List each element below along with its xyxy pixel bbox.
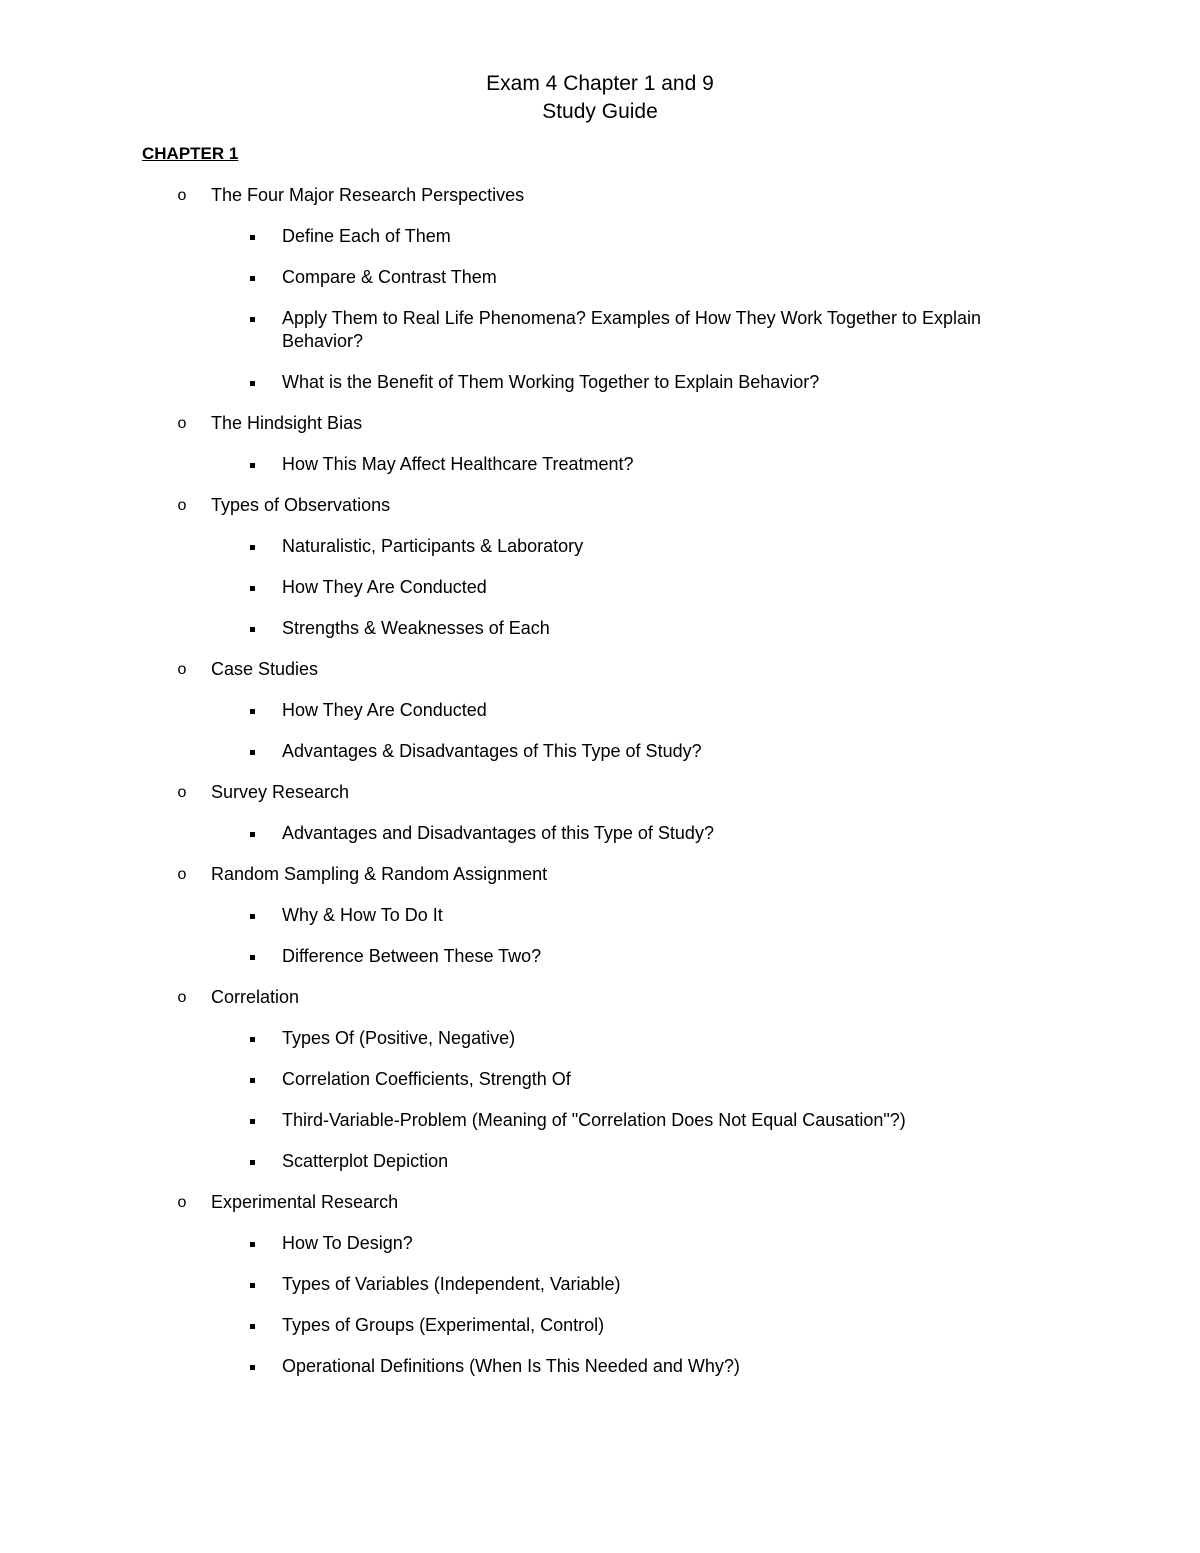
topic-label: Case Studies [211,659,319,679]
outline-topic [172,986,1060,1009]
subtopic-label: How They Are Conducted [282,700,487,720]
outline-subtopic [243,1150,1060,1173]
subtopic-label: Difference Between These Two? [282,946,542,966]
hollow-circle-bullet-icon: o [177,866,187,883]
hollow-circle-bullet-icon: o [177,989,187,1006]
outline-topic [172,658,1060,681]
document-subtitle: Study Guide [542,100,658,123]
subtopic-label: How They Are Conducted [282,577,487,597]
outline-topic [172,863,1060,886]
subtopic-label: Why & How To Do It [282,905,443,925]
topic-label: The Hindsight Bias [211,413,363,433]
outline-subtopic [243,904,1060,927]
outline-subtopic [243,945,1060,968]
outline-subtopic [243,699,1060,722]
hollow-circle-bullet-icon: o [177,415,187,432]
outline-subtopic [243,1314,1060,1337]
topic-label: Survey Research [211,782,350,802]
outline-subtopic [243,1027,1060,1050]
outline-topic [172,494,1060,517]
subtopic-label: Scatterplot Depiction [282,1151,449,1171]
subtopic-label: Advantages and Disadvantages of this Type of Study? [282,823,714,843]
outline-topic [172,781,1060,804]
hollow-circle-bullet-icon: o [177,661,187,678]
topic-label: Random Sampling & Random Assignment [211,864,548,884]
outline-subtopic [243,225,1060,248]
subtopic-label: Types Of (Positive, Negative) [282,1028,516,1048]
chapter-heading: CHAPTER 1 [142,144,239,163]
subtopic-label: How To Design? [282,1233,413,1253]
hollow-circle-bullet-icon: o [177,1194,187,1211]
topic-label: The Four Major Research Perspectives [211,185,525,205]
outline-subtopic [243,453,1060,476]
hollow-circle-bullet-icon: o [177,187,187,204]
topic-label: Correlation [211,987,300,1007]
outline-subtopic [243,576,1060,599]
subtopic-label: Third-Variable-Problem (Meaning of "Correlation Does Not Equal Causation"?) [282,1110,906,1130]
outline-topic [172,1191,1060,1214]
subtopic-label: Advantages & Disadvantages of This Type of Study? [282,741,702,761]
subtopic-label: Compare & Contrast Them [282,267,497,287]
subtopic-label: What is the Benefit of Them Working Together to Explain Behavior? [282,372,820,392]
outline-subtopic [243,307,1060,353]
outline-subtopic [243,822,1060,845]
outline-subtopic [243,617,1060,640]
outline-subtopic [243,371,1060,394]
subtopic-label: Correlation Coefficients, Strength Of [282,1069,571,1089]
outline-subtopic [243,535,1060,558]
document-title: Exam 4 Chapter 1 and 9 [486,72,714,95]
topic-label: Experimental Research [211,1192,399,1212]
outline-subtopic [243,1355,1060,1378]
subtopic-label: Apply Them to Real Life Phenomena? Examples of How They Work Together to Explain Behavior? [282,308,982,351]
subtopic-label: Strengths & Weaknesses of Each [282,618,550,638]
outline-subtopic [243,1109,1060,1132]
subtopic-label: Define Each of Them [282,226,451,246]
outline-topic [172,412,1060,435]
subtopic-label: Types of Groups (Experimental, Control) [282,1315,605,1335]
outline-subtopic [243,266,1060,289]
outline-subtopic [243,1068,1060,1091]
subtopic-label: Operational Definitions (When Is This Needed and Why?) [282,1356,740,1376]
subtopic-label: Types of Variables (Independent, Variable) [282,1274,621,1294]
outline-subtopic [243,1232,1060,1255]
subtopic-label: Naturalistic, Participants & Laboratory [282,536,584,556]
outline-subtopic [243,1273,1060,1296]
outline-topic [172,184,1060,207]
subtopic-label: How This May Affect Healthcare Treatment? [282,454,634,474]
hollow-circle-bullet-icon: o [177,784,187,801]
hollow-circle-bullet-icon: o [177,497,187,514]
outline-subtopic [243,740,1060,763]
topic-label: Types of Observations [211,495,391,515]
